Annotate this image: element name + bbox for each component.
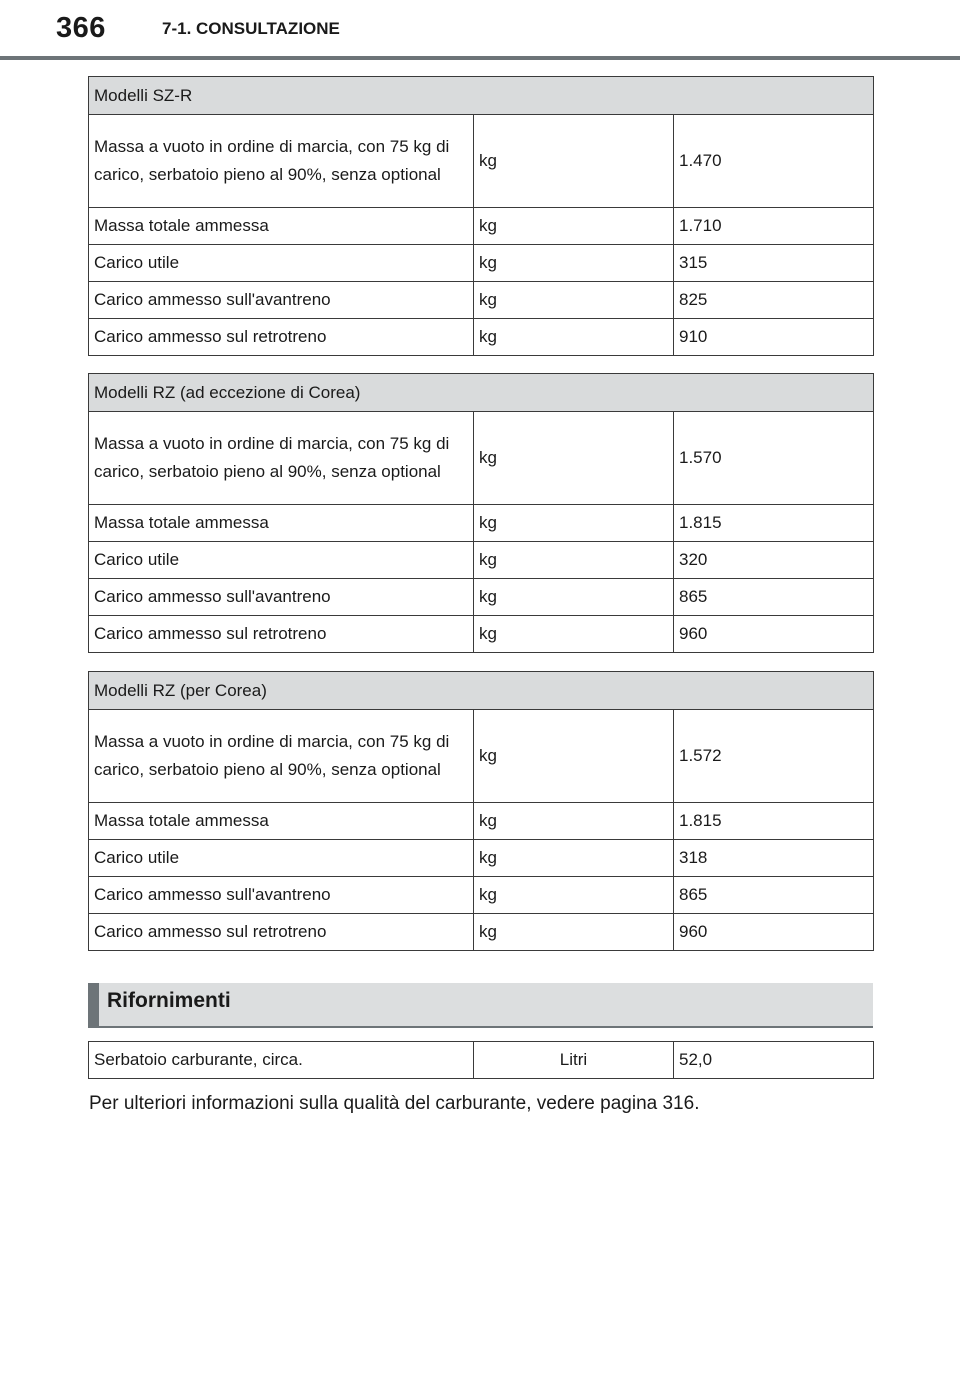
row-label: Carico ammesso sull'avantreno <box>89 877 474 914</box>
row-unit: kg <box>474 803 674 840</box>
row-label: Carico ammesso sull'avantreno <box>89 282 474 319</box>
row-value: 865 <box>674 579 874 616</box>
table-row <box>89 616 874 653</box>
row-value: 1.572 <box>674 710 874 803</box>
row-label: Carico utile <box>89 245 474 282</box>
table-row <box>89 1042 874 1079</box>
row-label: Carico utile <box>89 542 474 579</box>
table-title: Modelli SZ-R <box>89 77 874 115</box>
section-title: 7-1. CONSULTAZIONE <box>162 19 340 38</box>
table-row <box>89 542 874 579</box>
row-label: Massa a vuoto in ordine di marcia, con 75 kg di carico, serbatoio pieno al 90%, senza optional <box>89 412 474 505</box>
table-row <box>89 579 874 616</box>
table-row <box>89 245 874 282</box>
row-label: Massa totale ammessa <box>89 803 474 840</box>
row-unit: kg <box>474 710 674 803</box>
table-row <box>89 877 874 914</box>
weights-table-rz-korea <box>88 671 874 951</box>
table-title: Modelli RZ (per Corea) <box>89 672 874 710</box>
row-unit: kg <box>474 877 674 914</box>
row-label: Massa a vuoto in ordine di marcia, con 75 kg di carico, serbatoio pieno al 90%, senza optional <box>89 115 474 208</box>
refuel-table <box>88 1041 874 1079</box>
row-label: Carico ammesso sul retrotreno <box>89 616 474 653</box>
row-value: 318 <box>674 840 874 877</box>
row-value: 825 <box>674 282 874 319</box>
row-label: Carico ammesso sull'avantreno <box>89 579 474 616</box>
row-unit: kg <box>474 245 674 282</box>
table-row <box>89 710 874 803</box>
banner-accent-bar <box>88 983 99 1026</box>
row-unit: kg <box>474 208 674 245</box>
row-label: Carico ammesso sul retrotreno <box>89 914 474 951</box>
banner-title: Rifornimenti <box>107 989 231 1012</box>
table-row <box>89 208 874 245</box>
row-label: Carico ammesso sul retrotreno <box>89 319 474 356</box>
table-row <box>89 914 874 951</box>
row-value: 1.470 <box>674 115 874 208</box>
row-value: 52,0 <box>674 1042 874 1079</box>
table-title: Modelli RZ (ad eccezione di Corea) <box>89 374 874 412</box>
footnote: Per ulteriori informazioni sulla qualità del carburante, vedere pagina 316. <box>89 1093 700 1114</box>
row-label: Serbatoio carburante, circa. <box>89 1042 474 1079</box>
table-row <box>89 282 874 319</box>
row-unit: kg <box>474 579 674 616</box>
row-unit: kg <box>474 616 674 653</box>
table-row <box>89 803 874 840</box>
row-value: 960 <box>674 616 874 653</box>
table-row <box>89 840 874 877</box>
table-row <box>89 115 874 208</box>
row-unit: kg <box>474 115 674 208</box>
row-unit: kg <box>474 914 674 951</box>
table-row <box>89 412 874 505</box>
row-unit: kg <box>474 542 674 579</box>
row-value: 1.570 <box>674 412 874 505</box>
header-divider <box>0 56 960 60</box>
row-value: 1.815 <box>674 505 874 542</box>
row-unit: kg <box>474 282 674 319</box>
row-label: Massa totale ammessa <box>89 208 474 245</box>
row-label: Massa totale ammessa <box>89 505 474 542</box>
weights-table-sz-r <box>88 76 874 356</box>
row-unit: kg <box>474 840 674 877</box>
table-row <box>89 319 874 356</box>
page-header <box>0 0 960 60</box>
page-number: 366 <box>56 12 106 44</box>
row-value: 865 <box>674 877 874 914</box>
row-value: 320 <box>674 542 874 579</box>
row-value: 1.815 <box>674 803 874 840</box>
row-value: 315 <box>674 245 874 282</box>
row-unit: kg <box>474 319 674 356</box>
weights-table-rz-except-korea <box>88 373 874 653</box>
row-label: Carico utile <box>89 840 474 877</box>
row-value: 960 <box>674 914 874 951</box>
row-value: 1.710 <box>674 208 874 245</box>
row-unit: Litri <box>474 1042 674 1079</box>
row-unit: kg <box>474 412 674 505</box>
section-banner-rifornimenti <box>88 983 873 1028</box>
row-label: Massa a vuoto in ordine di marcia, con 75 kg di carico, serbatoio pieno al 90%, senza optional <box>89 710 474 803</box>
row-unit: kg <box>474 505 674 542</box>
table-row <box>89 505 874 542</box>
row-value: 910 <box>674 319 874 356</box>
